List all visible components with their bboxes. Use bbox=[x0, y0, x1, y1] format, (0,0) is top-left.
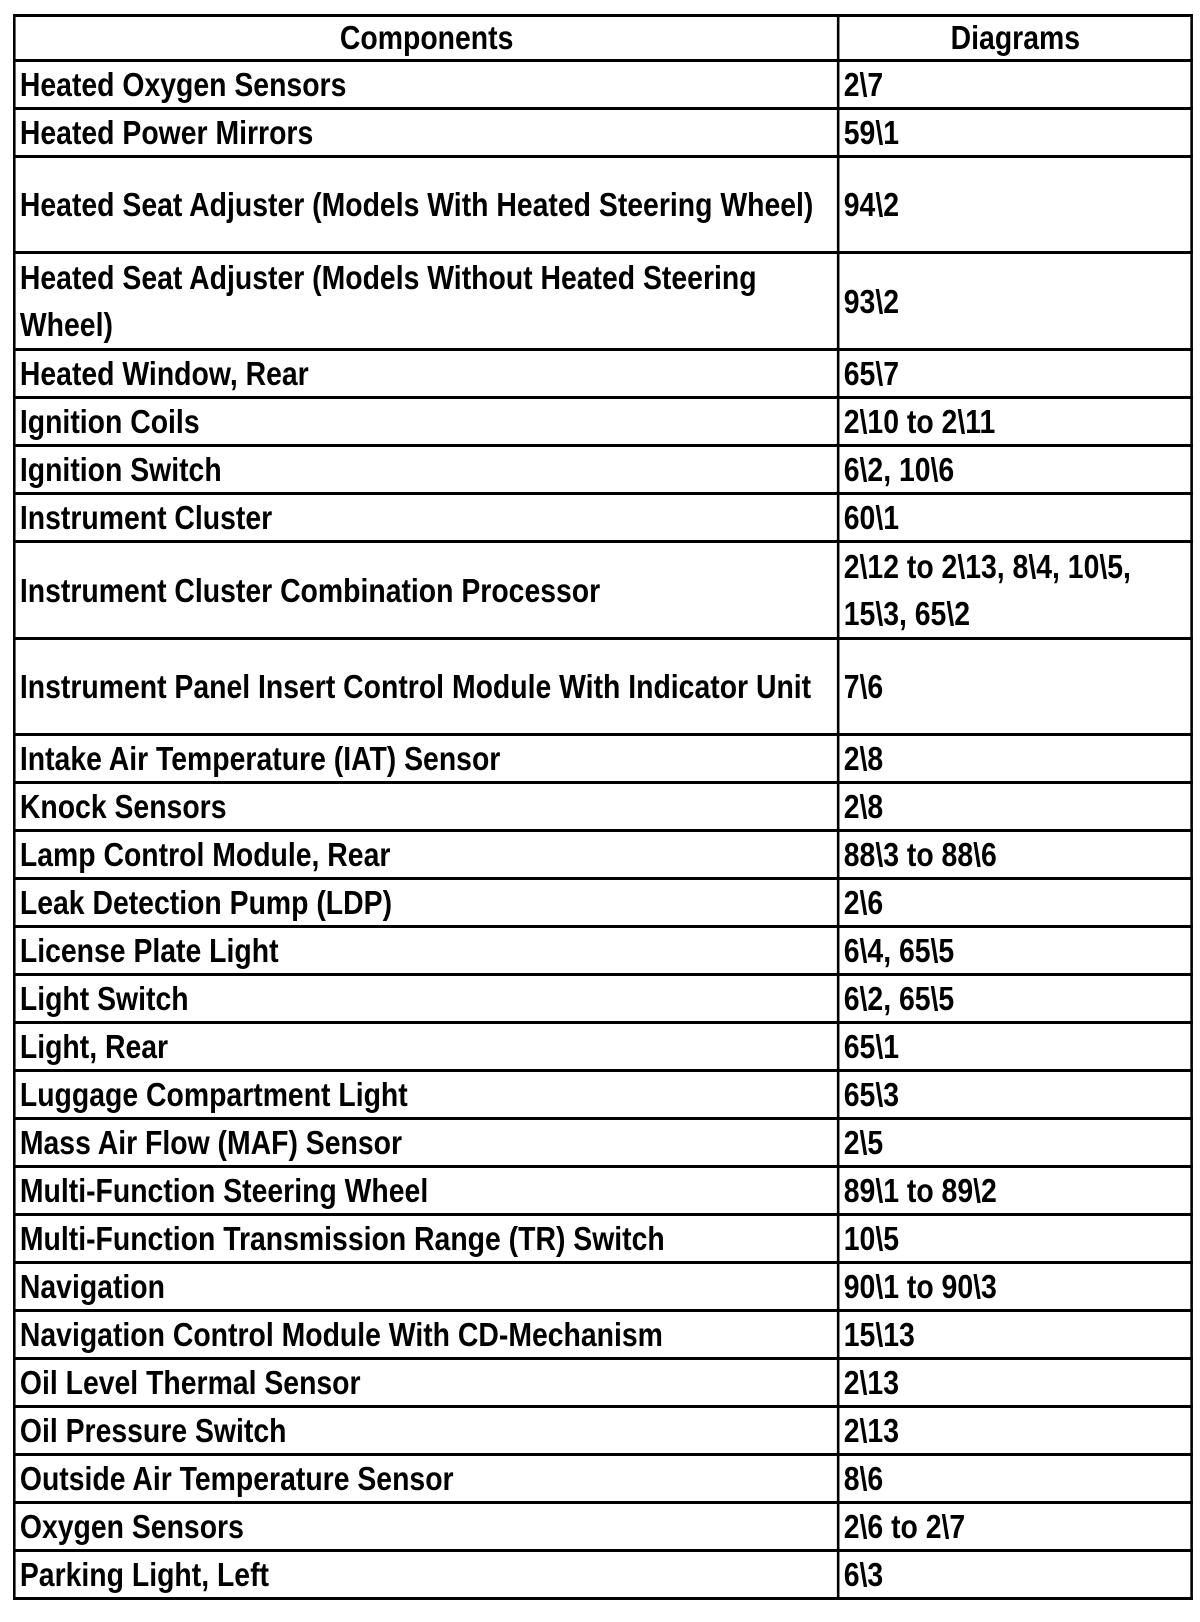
table-row bbox=[14, 494, 1191, 542]
table-row bbox=[14, 783, 1191, 831]
diagrams-cell: 94\2 bbox=[838, 157, 1191, 253]
diagrams-cell: 2\7 bbox=[838, 61, 1191, 109]
diagrams-cell: 88\3 to 88\6 bbox=[838, 831, 1191, 879]
table-row bbox=[14, 927, 1191, 975]
diagrams-cell: 6\2, 10\6 bbox=[838, 446, 1191, 494]
component-cell: Navigation Control Module With CD-Mechanism bbox=[14, 1311, 838, 1359]
diagrams-cell: 2\8 bbox=[838, 783, 1191, 831]
component-cell: Lamp Control Module, Rear bbox=[14, 831, 838, 879]
diagrams-cell: 59\1 bbox=[838, 109, 1191, 157]
table-row bbox=[14, 1407, 1191, 1455]
component-cell: Heated Power Mirrors bbox=[14, 109, 838, 157]
diagrams-cell: 10\5 bbox=[838, 1215, 1191, 1263]
component-cell: Luggage Compartment Light bbox=[14, 1071, 838, 1119]
component-cell: Ignition Coils bbox=[14, 398, 838, 446]
table-row bbox=[14, 157, 1191, 253]
diagrams-cell: 90\1 to 90\3 bbox=[838, 1263, 1191, 1311]
diagrams-cell: 2\8 bbox=[838, 735, 1191, 783]
table-row bbox=[14, 1119, 1191, 1167]
table-row bbox=[14, 639, 1191, 735]
component-cell: Instrument Cluster bbox=[14, 494, 838, 542]
component-cell: Light Switch bbox=[14, 975, 838, 1023]
diagrams-cell: 65\1 bbox=[838, 1023, 1191, 1071]
table-row bbox=[14, 975, 1191, 1023]
component-cell: License Plate Light bbox=[14, 927, 838, 975]
table-row bbox=[14, 735, 1191, 783]
header-components: Components bbox=[14, 16, 838, 61]
diagrams-cell: 65\7 bbox=[838, 350, 1191, 398]
header-diagrams: Diagrams bbox=[838, 16, 1191, 61]
component-cell: Outside Air Temperature Sensor bbox=[14, 1455, 838, 1503]
table-row bbox=[14, 1023, 1191, 1071]
component-cell: Navigation bbox=[14, 1263, 838, 1311]
component-cell: Oil Level Thermal Sensor bbox=[14, 1359, 838, 1407]
table-body bbox=[14, 61, 1191, 1599]
component-cell: Oil Pressure Switch bbox=[14, 1407, 838, 1455]
diagrams-cell: 2\10 to 2\11 bbox=[838, 398, 1191, 446]
components-table bbox=[13, 14, 1193, 1600]
component-cell: Heated Window, Rear bbox=[14, 350, 838, 398]
table-row bbox=[14, 1263, 1191, 1311]
component-cell: Heated Seat Adjuster (Models With Heated Steering Wheel) bbox=[14, 157, 838, 253]
table-row bbox=[14, 879, 1191, 927]
table-row bbox=[14, 253, 1191, 350]
table-row bbox=[14, 1311, 1191, 1359]
diagrams-cell: 65\3 bbox=[838, 1071, 1191, 1119]
diagrams-cell: 89\1 to 89\2 bbox=[838, 1167, 1191, 1215]
diagrams-cell: 2\6 bbox=[838, 879, 1191, 927]
diagrams-cell: 6\4, 65\5 bbox=[838, 927, 1191, 975]
table-row bbox=[14, 1167, 1191, 1215]
component-cell: Ignition Switch bbox=[14, 446, 838, 494]
component-cell: Leak Detection Pump (LDP) bbox=[14, 879, 838, 927]
table-row bbox=[14, 446, 1191, 494]
table-row bbox=[14, 1455, 1191, 1503]
component-cell: Instrument Panel Insert Control Module With Indicator Unit bbox=[14, 639, 838, 735]
component-cell: Instrument Cluster Combination Processor bbox=[14, 542, 838, 639]
component-cell: Heated Oxygen Sensors bbox=[14, 61, 838, 109]
diagrams-cell: 2\6 to 2\7 bbox=[838, 1503, 1191, 1551]
diagrams-cell: 15\13 bbox=[838, 1311, 1191, 1359]
table-row bbox=[14, 398, 1191, 446]
table-row bbox=[14, 350, 1191, 398]
component-cell: Multi-Function Steering Wheel bbox=[14, 1167, 838, 1215]
table-row bbox=[14, 1503, 1191, 1551]
component-cell: Parking Light, Left bbox=[14, 1551, 838, 1599]
diagrams-cell: 2\12 to 2\13, 8\4, 10\5, 15\3, 65\2 bbox=[838, 542, 1191, 639]
diagrams-cell: 8\6 bbox=[838, 1455, 1191, 1503]
component-cell: Knock Sensors bbox=[14, 783, 838, 831]
table-row bbox=[14, 61, 1191, 109]
table-row bbox=[14, 831, 1191, 879]
diagrams-cell: 6\3 bbox=[838, 1551, 1191, 1599]
diagrams-cell: 60\1 bbox=[838, 494, 1191, 542]
component-cell: Light, Rear bbox=[14, 1023, 838, 1071]
diagrams-cell: 6\2, 65\5 bbox=[838, 975, 1191, 1023]
header-row bbox=[14, 16, 1191, 61]
table-row bbox=[14, 109, 1191, 157]
diagrams-cell: 7\6 bbox=[838, 639, 1191, 735]
table-row bbox=[14, 1551, 1191, 1599]
table-row bbox=[14, 1071, 1191, 1119]
component-cell: Intake Air Temperature (IAT) Sensor bbox=[14, 735, 838, 783]
component-cell: Heated Seat Adjuster (Models Without Heated Steering Wheel) bbox=[14, 253, 838, 350]
component-cell: Multi-Function Transmission Range (TR) Switch bbox=[14, 1215, 838, 1263]
table-row bbox=[14, 1215, 1191, 1263]
table-row bbox=[14, 542, 1191, 639]
component-cell: Mass Air Flow (MAF) Sensor bbox=[14, 1119, 838, 1167]
diagrams-cell: 93\2 bbox=[838, 253, 1191, 350]
diagrams-cell: 2\13 bbox=[838, 1359, 1191, 1407]
table-row bbox=[14, 1359, 1191, 1407]
component-cell: Oxygen Sensors bbox=[14, 1503, 838, 1551]
diagrams-cell: 2\13 bbox=[838, 1407, 1191, 1455]
diagrams-cell: 2\5 bbox=[838, 1119, 1191, 1167]
